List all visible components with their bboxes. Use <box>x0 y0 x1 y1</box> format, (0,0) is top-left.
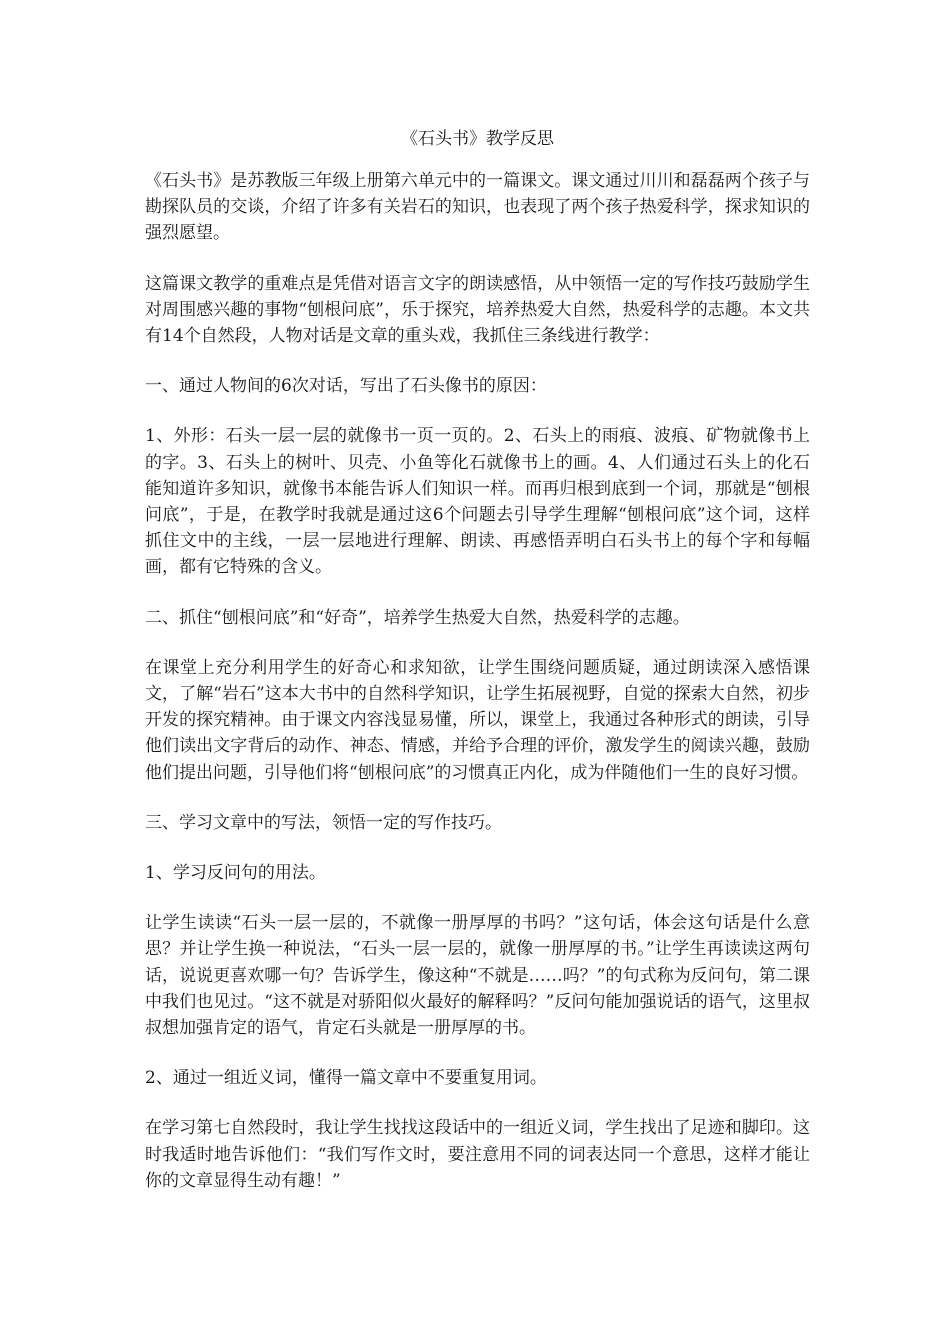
paragraph-synonyms-body: 在学习第七自然段时，我让学生找找这段话中的一组近义词，学生找出了足迹和脚印。这时我适时地告诉他们：“我们写作文时，要注意用不同的词表达同一个意思，这样才能让你的文章显得生动有趣！” <box>145 1118 810 1191</box>
paragraph-section-two-body: 在课堂上充分利用学生的好奇心和求知欲，让学生围绕问题质疑，通过朗读深入感悟课文，了解“岩石”这本大书中的自然科学知识，让学生拓展视野，自觉的探索大自然，初步开发的探究精神。由于课文内容浅显易懂，所以，课堂上，我通过各种形式的朗读，引导他们读出文字背后的动作、神态、情感，并给予合理的评价，激发学生的阅读兴趣，鼓励他们提出问题，引导他们将“刨根问底”的习惯真正内化，成为伴随他们一生的良好习惯。 <box>145 657 810 783</box>
section-heading-one: 一、通过人物间的6次对话，写出了石头像书的原因： <box>145 376 547 397</box>
section-heading-two: 二、抓住“刨根问底”和“好奇”，培养学生热爱大自然，热爱科学的志趣。 <box>145 607 690 628</box>
paragraph-intro: 《石头书》是苏教版三年级上册第六单元中的一篇课文。课文通过川川和磊磊两个孩子与勘探队员的交谈，介绍了许多有关岩石的知识，也表现了两个孩子热爱科学，探求知识的强烈愿望。 <box>145 171 810 244</box>
document-page <box>145 118 810 1218</box>
subheading-synonyms: 2、通过一组近义词，懂得一篇文章中不要重复用词。 <box>145 1068 547 1089</box>
document-title: 《石头书》教学反思 <box>401 129 554 149</box>
paragraph-section-one-body: 1、外形：石头一层一层的就像书一页一页的。2、石头上的雨痕、波痕、矿物就像书上的字。3、石头上的树叶、贝壳、小鱼等化石就像书上的画。4、人们通过石头上的化石能知道许多知识，就像书本能告诉人们知识一样。而再归根到底到一个词，那就是“刨根问底”，于是，在教学时我就是通过这6个问题去引导学生理解“刨根问底”这个词，这样抓住文中的主线，一层一层地进行理解、朗读、再感悟弄明白石头书上的每个字和每幅画，都有它特殊的含义。 <box>145 426 810 578</box>
section-heading-three: 三、学习文章中的写法，领悟一定的写作技巧。 <box>145 812 502 833</box>
paragraph-rhetorical-question-body: 让学生读读“石头一层一层的，不就像一册厚厚的书吗？”这句话，体会这句话是什么意思？并让学生换一种说法，“石头一层一层的，就像一册厚厚的书。”让学生再读读这两句话，说说更喜欢哪一句？告诉学生，像这种“不就是……吗？”的句式称为反问句，第二课中我们也见过。“这不就是对骄阳似火最好的解释吗？”反问句能加强说话的语气，这里叔叔想加强肯定的语气，肯定石头就是一册厚厚的书。 <box>145 913 810 1039</box>
paragraph-key-points: 这篇课文教学的重难点是凭借对语言文字的朗读感悟，从中领悟一定的写作技巧鼓励学生对周围感兴趣的事物“刨根问底”，乐于探究，培养热爱大自然，热爱科学的志趣。本文共有14个自然段，人物对话是文章的重头戏，我抓住三条线进行教学： <box>145 273 810 347</box>
subheading-rhetorical-question: 1、学习反问句的用法。 <box>145 863 326 884</box>
